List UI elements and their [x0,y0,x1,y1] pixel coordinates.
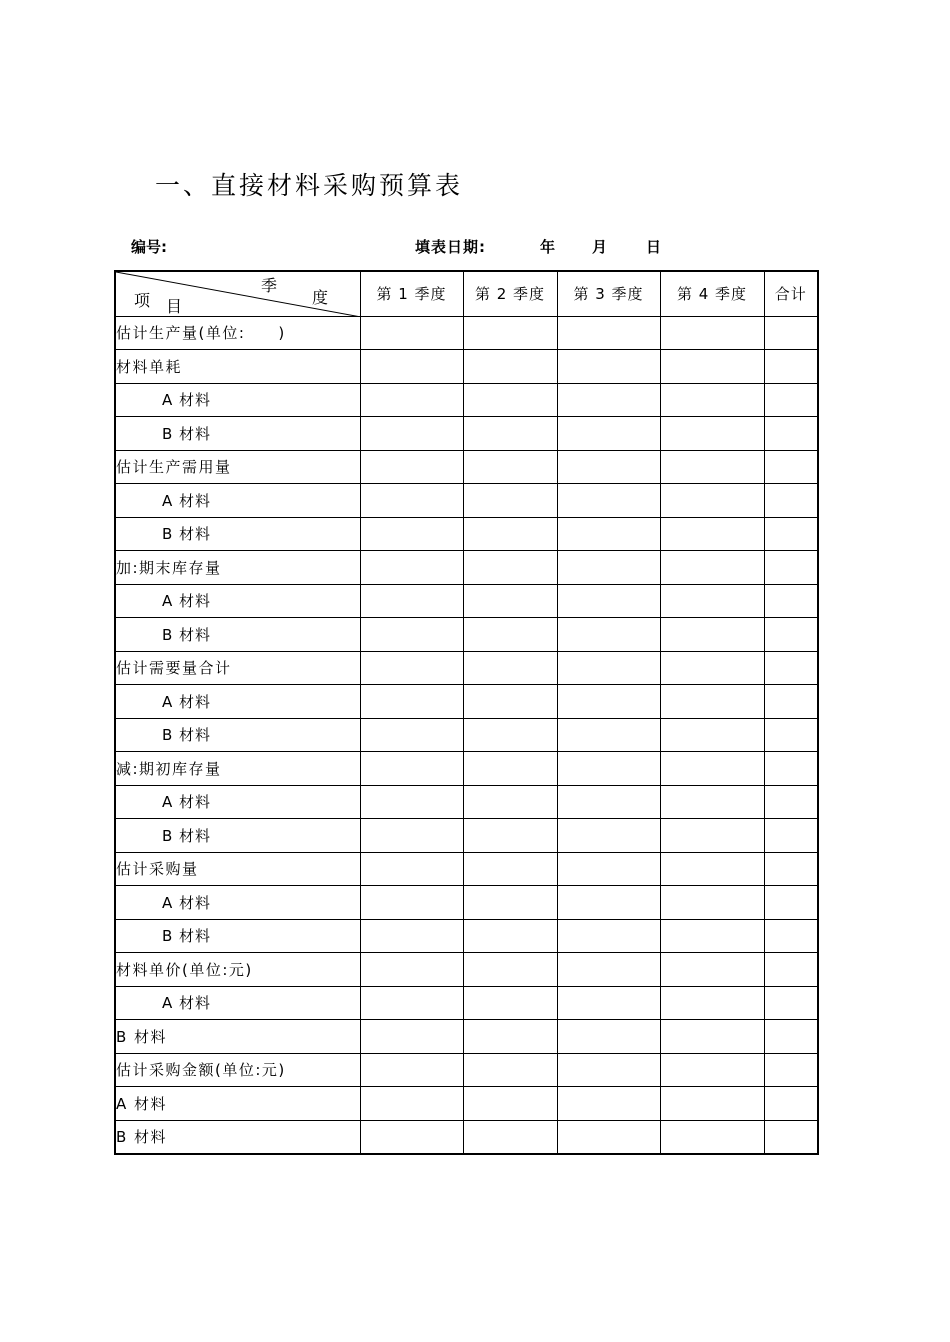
cell-q4[interactable] [660,551,764,585]
cell-q4[interactable] [660,1120,764,1154]
cell-q1[interactable] [360,618,463,652]
column-header-q2: 第 2 季度 [463,271,557,316]
cell-q4[interactable] [660,350,764,384]
cell-total[interactable] [764,819,818,853]
table-body [115,316,818,1154]
cell-q4[interactable] [660,718,764,752]
cell-q2[interactable] [463,986,557,1020]
table-row [115,383,818,417]
cell-q1[interactable] [360,886,463,920]
cell-q2[interactable] [463,316,557,350]
cell-q2[interactable] [463,1087,557,1121]
cell-total[interactable] [764,886,818,920]
month-label: 月 [592,238,608,256]
table-row [115,718,818,752]
cell-q4[interactable] [660,819,764,853]
day-label: 日 [646,238,662,256]
table-row [115,1087,818,1121]
cell-q3[interactable] [557,651,660,685]
page-title: 一、直接材料采购预算表 [155,171,464,200]
row-label: A 材料 [115,484,360,518]
cell-total[interactable] [764,986,818,1020]
cell-q2[interactable] [463,484,557,518]
cell-total[interactable] [764,1020,818,1054]
cell-q3[interactable] [557,417,660,451]
corner-mu-char: 目 [166,297,183,316]
cell-q1[interactable] [360,551,463,585]
cell-q4[interactable] [660,383,764,417]
cell-q2[interactable] [463,718,557,752]
cell-q4[interactable] [660,886,764,920]
cell-q3[interactable] [557,919,660,953]
table-row [115,1120,818,1154]
cell-q1[interactable] [360,1087,463,1121]
cell-q4[interactable] [660,785,764,819]
cell-q1[interactable] [360,1020,463,1054]
column-header-q3: 第 3 季度 [557,271,660,316]
row-label: B 材料 [115,718,360,752]
table-row [115,584,818,618]
row-label: 材料单价(单位:元) [115,953,360,987]
row-label: A 材料 [115,986,360,1020]
cell-q4[interactable] [660,450,764,484]
cell-q1[interactable] [360,417,463,451]
cell-total[interactable] [764,1087,818,1121]
cell-q2[interactable] [463,852,557,886]
cell-q4[interactable] [660,986,764,1020]
cell-q1[interactable] [360,752,463,786]
table-row [115,785,818,819]
cell-q4[interactable] [660,584,764,618]
row-label: 估计生产量(单位: ) [115,316,360,350]
cell-q3[interactable] [557,1020,660,1054]
row-label: A 材料 [115,785,360,819]
cell-total[interactable] [764,1053,818,1087]
cell-q1[interactable] [360,651,463,685]
cell-q2[interactable] [463,584,557,618]
cell-q2[interactable] [463,886,557,920]
cell-q1[interactable] [360,785,463,819]
cell-q1[interactable] [360,584,463,618]
cell-q2[interactable] [463,1020,557,1054]
cell-q4[interactable] [660,1053,764,1087]
cell-total[interactable] [764,685,818,719]
cell-total[interactable] [764,953,818,987]
cell-q4[interactable] [660,316,764,350]
cell-q3[interactable] [557,484,660,518]
table-row [115,886,818,920]
column-header-q4: 第 4 季度 [660,271,764,316]
cell-q2[interactable] [463,1053,557,1087]
corner-header-cell [115,271,360,316]
cell-total[interactable] [764,1120,818,1154]
cell-q3[interactable] [557,584,660,618]
cell-q4[interactable] [660,651,764,685]
form-number-label: 编号: [131,238,167,256]
row-label: 估计需要量合计 [115,651,360,685]
cell-q3[interactable] [557,752,660,786]
row-label: B 材料 [115,1120,360,1154]
cell-q2[interactable] [463,685,557,719]
table-row [115,316,818,350]
cell-q4[interactable] [660,919,764,953]
cell-total[interactable] [764,484,818,518]
cell-total[interactable] [764,752,818,786]
cell-q4[interactable] [660,953,764,987]
cell-q3[interactable] [557,718,660,752]
cell-total[interactable] [764,417,818,451]
cell-q1[interactable] [360,1120,463,1154]
cell-q3[interactable] [557,785,660,819]
cell-total[interactable] [764,316,818,350]
cell-q3[interactable] [557,1087,660,1121]
cell-q4[interactable] [660,1020,764,1054]
table-row [115,450,818,484]
table-row [115,953,818,987]
table-row [115,1020,818,1054]
column-header-q1: 第 1 季度 [360,271,463,316]
row-label: 估计采购量 [115,852,360,886]
cell-q2[interactable] [463,350,557,384]
table-row [115,752,818,786]
cell-q2[interactable] [463,752,557,786]
cell-q3[interactable] [557,517,660,551]
table-row [115,350,818,384]
row-label: A 材料 [115,685,360,719]
cell-q1[interactable] [360,484,463,518]
row-label: A 材料 [115,886,360,920]
cell-q2[interactable] [463,417,557,451]
cell-q3[interactable] [557,1053,660,1087]
corner-degree-char: 度 [312,288,329,307]
cell-total[interactable] [764,383,818,417]
row-label: A 材料 [115,383,360,417]
cell-q1[interactable] [360,517,463,551]
cell-q4[interactable] [660,852,764,886]
cell-q4[interactable] [660,752,764,786]
cell-q1[interactable] [360,685,463,719]
table-row [115,919,818,953]
cell-q3[interactable] [557,316,660,350]
cell-q1[interactable] [360,852,463,886]
row-label: A 材料 [115,1087,360,1121]
row-label: B 材料 [115,618,360,652]
cell-q1[interactable] [360,718,463,752]
cell-q4[interactable] [660,685,764,719]
cell-q2[interactable] [463,618,557,652]
cell-q2[interactable] [463,785,557,819]
cell-q3[interactable] [557,1120,660,1154]
cell-q1[interactable] [360,450,463,484]
row-label: B 材料 [115,417,360,451]
row-label: B 材料 [115,919,360,953]
table-row [115,484,818,518]
table-row [115,651,818,685]
cell-q1[interactable] [360,350,463,384]
cell-q3[interactable] [557,819,660,853]
row-label: 减:期初库存量 [115,752,360,786]
cell-q1[interactable] [360,986,463,1020]
row-label: 估计采购金额(单位:元) [115,1053,360,1087]
cell-q3[interactable] [557,852,660,886]
cell-total[interactable] [764,584,818,618]
cell-q2[interactable] [463,919,557,953]
header-row [115,271,818,316]
row-label: 估计生产需用量 [115,450,360,484]
cell-q1[interactable] [360,1053,463,1087]
cell-q4[interactable] [660,517,764,551]
cell-total[interactable] [764,618,818,652]
table-row [115,417,818,451]
cell-q3[interactable] [557,685,660,719]
row-label: B 材料 [115,1020,360,1054]
cell-q2[interactable] [463,1120,557,1154]
cell-q4[interactable] [660,417,764,451]
cell-q2[interactable] [463,819,557,853]
cell-q1[interactable] [360,316,463,350]
cell-total[interactable] [764,517,818,551]
cell-q3[interactable] [557,450,660,484]
cell-total[interactable] [764,718,818,752]
cell-total[interactable] [764,350,818,384]
budget-table [114,270,819,1155]
cell-total[interactable] [764,651,818,685]
cell-q2[interactable] [463,551,557,585]
cell-q3[interactable] [557,618,660,652]
fill-date-label: 填表日期: [415,238,486,256]
cell-q4[interactable] [660,484,764,518]
table-row [115,986,818,1020]
cell-q1[interactable] [360,919,463,953]
table-row [115,618,818,652]
cell-q4[interactable] [660,618,764,652]
row-label: 加:期末库存量 [115,551,360,585]
cell-q3[interactable] [557,953,660,987]
table-row [115,551,818,585]
cell-q4[interactable] [660,1087,764,1121]
table-row [115,819,818,853]
cell-q1[interactable] [360,819,463,853]
table-row [115,517,818,551]
row-label: B 材料 [115,819,360,853]
cell-q2[interactable] [463,651,557,685]
cell-total[interactable] [764,785,818,819]
cell-q1[interactable] [360,383,463,417]
cell-q3[interactable] [557,551,660,585]
corner-season-char: 季 [261,276,278,295]
cell-q2[interactable] [463,517,557,551]
table-row [115,1053,818,1087]
cell-total[interactable] [764,551,818,585]
cell-q3[interactable] [557,383,660,417]
cell-q2[interactable] [463,383,557,417]
cell-q1[interactable] [360,953,463,987]
year-label: 年 [540,238,556,256]
cell-total[interactable] [764,450,818,484]
cell-total[interactable] [764,852,818,886]
cell-q2[interactable] [463,450,557,484]
row-label: A 材料 [115,584,360,618]
cell-total[interactable] [764,919,818,953]
corner-item-char: 项 [134,291,151,310]
cell-q3[interactable] [557,986,660,1020]
row-label: B 材料 [115,517,360,551]
cell-q3[interactable] [557,886,660,920]
cell-q2[interactable] [463,953,557,987]
row-label: 材料单耗 [115,350,360,384]
table-row [115,852,818,886]
cell-q3[interactable] [557,350,660,384]
column-header-total: 合计 [764,271,818,316]
table-row [115,685,818,719]
